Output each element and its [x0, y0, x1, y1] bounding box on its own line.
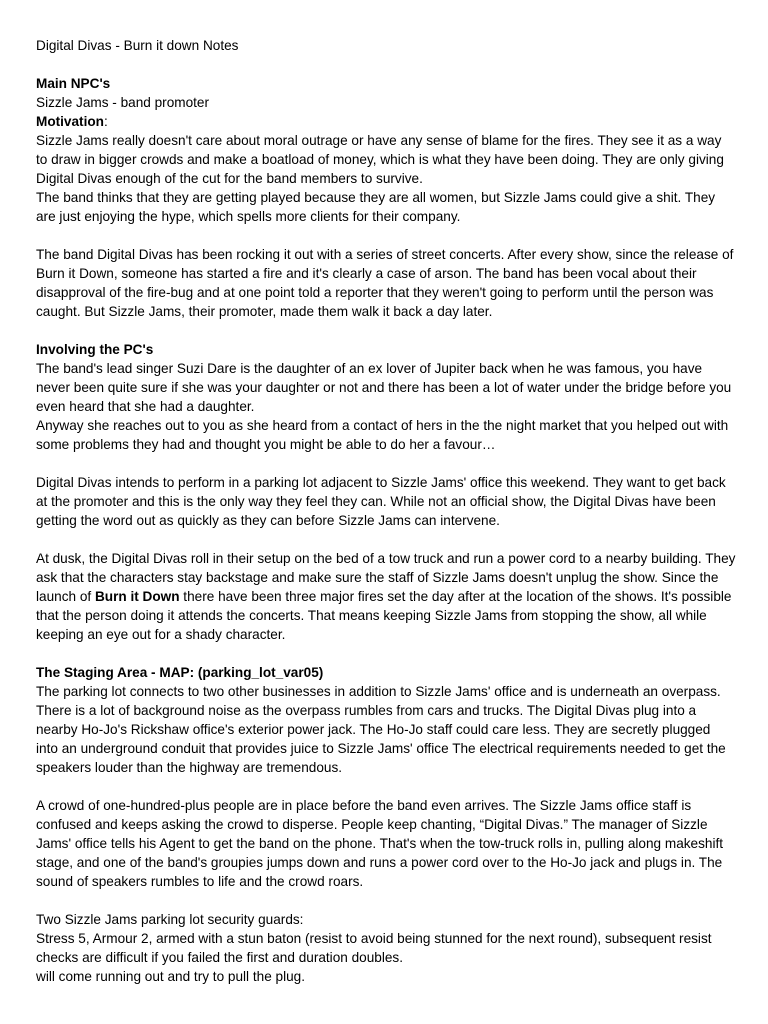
involving-paragraph-3: Digital Divas intends to perform in a parking lot adjacent to Sizzle Jams' office this weekend. They want to get back at the promoter and this is the only way they feel they can. While not an official show, the Digital Divas have been getting the word out as quickly as they can before Sizzle Jams can intervene. — [36, 475, 726, 528]
guards-title: Two Sizzle Jams parking lot security guards: — [36, 912, 304, 927]
motivation-paragraph: Sizzle Jams really doesn't care about moral outrage or have any sense of blame for the fires. They see it as a way to draw in bigger crowds and make a boatload of money, which is what they have been doing. They are only giving Digital Divas enough of the cut for the band members to survive. — [36, 133, 724, 186]
main-npcs-heading: Main NPC's — [36, 76, 111, 91]
motivation-label: Motivation — [36, 114, 104, 129]
motivation-colon: : — [103, 114, 108, 129]
document-title: Digital Divas - Burn it down Notes — [36, 38, 239, 53]
spacer — [36, 777, 736, 796]
npc-line: Sizzle Jams - band promoter — [36, 95, 210, 110]
involving-paragraph-4 — [36, 549, 736, 644]
spacer — [36, 321, 736, 340]
motivation-line — [36, 112, 736, 131]
document-page — [36, 36, 736, 986]
guards-stats: Stress 5, Armour 2, armed with a stun baton (resist to avoid being stunned for the next round), subsequent resist checks are difficult if you failed the first and duration doubles. — [36, 931, 712, 965]
involving-paragraph-1: The band's lead singer Suzi Dare is the daughter of an ex lover of Jupiter back when he was famous, you have never been quite sure if she was your daughter or not and there has been a lot of water under the bridge before you even heard that she had a daughter. — [36, 361, 732, 414]
involving-heading: Involving the PC's — [36, 342, 154, 357]
staging-paragraph-2: A crowd of one-hundred-plus people are in place before the band even arrives. The Sizzle Jams office staff is confused and keeps asking the crowd to disperse. People keep chanting, “Digital Divas.” The manager of Sizzle Jams' office tells his Agent to get the band on the phone. That's when the tow-truck rolls in, pulling along makeshift stage, and one of the band's groupies jumps down and runs a power cord over to the Ho-Jo jack and plugs in. The sound of speakers rumbles to life and the crowd roars. — [36, 798, 724, 889]
staging-heading: The Staging Area - MAP: (parking_lot_var05) — [36, 665, 324, 680]
staging-paragraph-1: The parking lot connects to two other businesses in addition to Sizzle Jams' office and is underneath an overpass. There is a lot of background noise as the overpass rumbles from cars and trucks. The Digital Divas plug into a nearby Ho-Jo's Rickshaw office's exterior power jack. The Ho-Jo staff could care less. They are secretly plugged into an underground conduit that provides juice to Sizzle Jams' office The electrical requirements needed to get the speakers louder than the highway are tremendous. — [36, 684, 726, 775]
p4-bold-title: Burn it Down — [94, 589, 180, 604]
spacer — [36, 530, 736, 549]
spacer — [36, 454, 736, 473]
spacer — [36, 644, 736, 663]
p4-text-before: At dusk, the Digital Divas roll in their setup on the bed of a tow truck and run a power cord to a nearby building. They ask that the characters stay backstage and make sure the staff of Sizzle Jams doesn't unplug the show. Since the launch of — [36, 551, 736, 604]
guards-action: will come running out and try to pull the plug. — [36, 969, 306, 984]
spacer — [36, 891, 736, 910]
p4-text-after: there have been three major fires set the day after at the location of the shows. It's possible that the person doing it attends the concerts. That means keeping Sizzle Jams from stopping the show, all while keeping an eye out for a shady character. — [36, 589, 732, 642]
band-thinks-paragraph: The band thinks that they are getting played because they are all women, but Sizzle Jams could give a shit. They are just enjoying the hype, which spells more clients for their company. — [36, 190, 716, 224]
spacer — [36, 226, 736, 245]
involving-paragraph-2: Anyway she reaches out to you as she heard from a contact of hers in the the night market that you helped out with some problems they had and thought you might be able to do her a favour… — [36, 418, 729, 452]
spacer — [36, 55, 736, 74]
background-paragraph: The band Digital Divas has been rocking it out with a series of street concerts. After every show, since the release of Burn it Down, someone has started a fire and it's clearly a case of arson. The band has been vocal about their disapproval of the fire-bug and at one point told a reporter that they weren't going to perform until the person was caught. But Sizzle Jams, their promoter, made them walk it back a day later. — [36, 247, 734, 319]
